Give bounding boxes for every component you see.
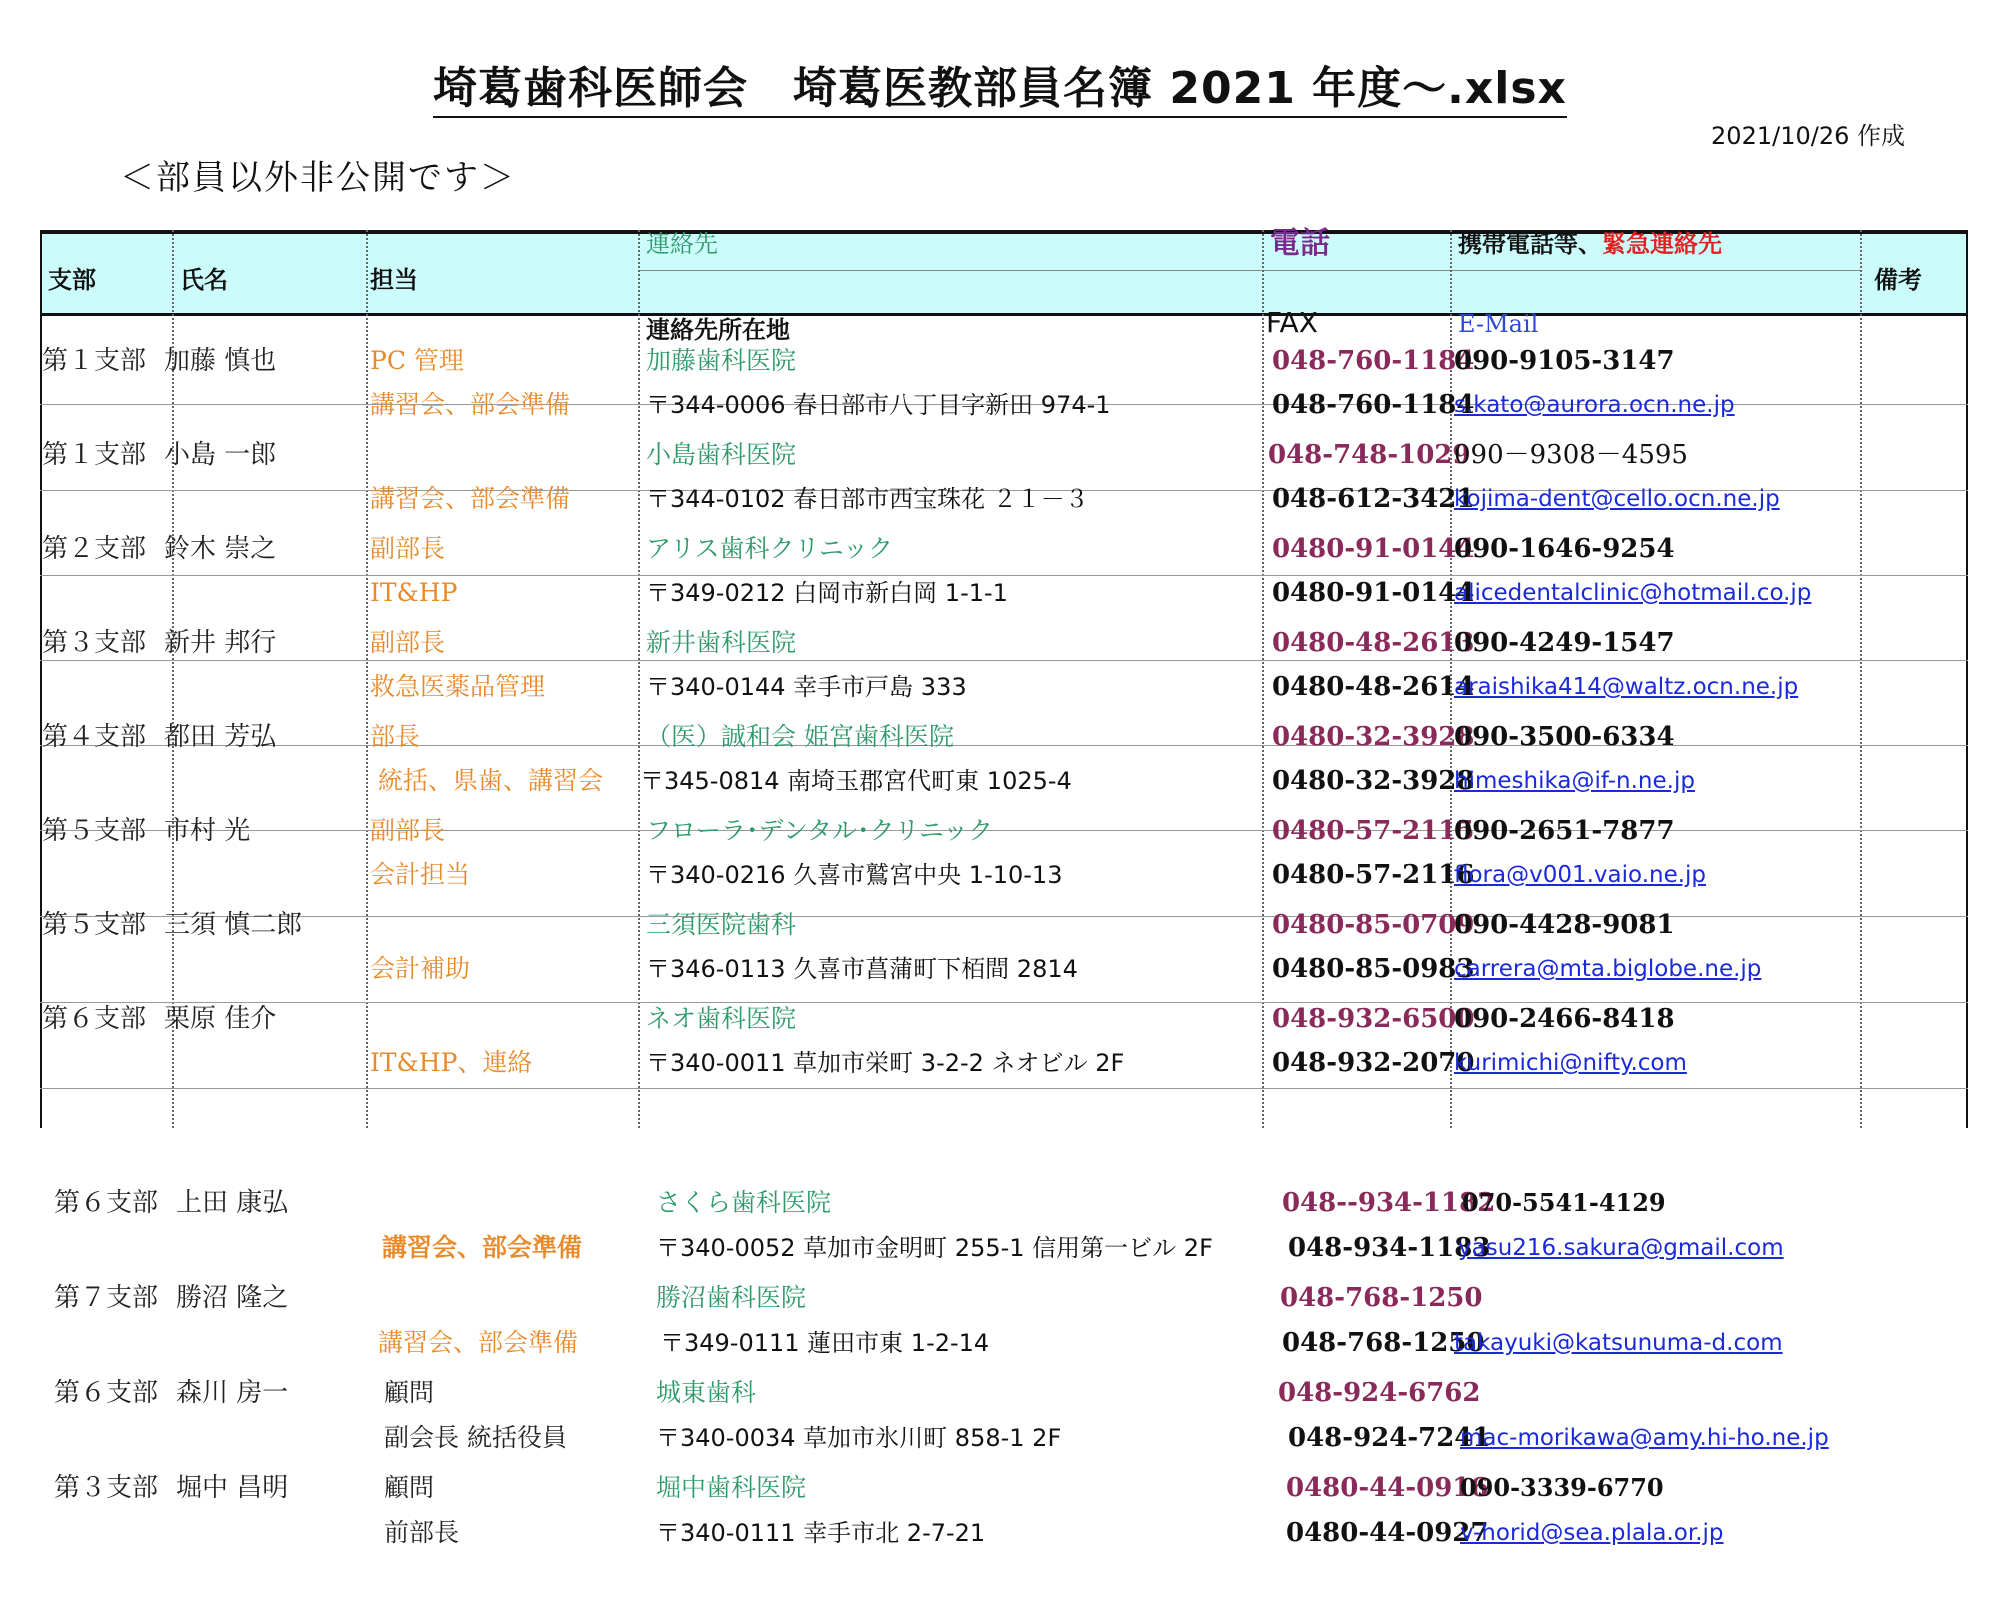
row-mobile: 090-4249-1547 xyxy=(1454,628,1675,658)
row-divider xyxy=(40,1002,1968,1003)
row-name: 市村 光 xyxy=(164,816,251,846)
row-fax: 0480-48-2614 xyxy=(1272,672,1475,702)
row-role: 副部長 xyxy=(370,628,446,657)
row-office: 小島歯科医院 xyxy=(646,440,797,469)
header-fax: FAX xyxy=(1266,306,1318,339)
row-office: 堀中歯科医院 xyxy=(656,1473,807,1502)
row-office: アリス歯科クリニック xyxy=(646,534,894,563)
row-role: IT&HP、連絡 xyxy=(370,1048,533,1077)
row-role: IT&HP xyxy=(370,578,458,607)
header-phone: 電話 xyxy=(1270,226,1330,261)
row-tel: 0480-32-3928 xyxy=(1272,722,1475,752)
header-contact: 連絡先 xyxy=(646,230,718,258)
header-email: E-Mail xyxy=(1458,310,1539,338)
row-name: 堀中 昌明 xyxy=(176,1473,289,1503)
created-date: 2021/10/26 作成 xyxy=(1711,122,1905,150)
row-address: 〒340-0011 草加市栄町 3-2-2 ネオビル 2F xyxy=(646,1049,1125,1077)
row-tel: 0480-44-0916 xyxy=(1286,1473,1489,1503)
row-email-link[interactable]: araishika414@waltz.ocn.ne.jp xyxy=(1454,674,1799,700)
row-email-link[interactable]: s.kato@aurora.ocn.ne.jp xyxy=(1454,392,1735,418)
row-tel: 0480-91-0144 xyxy=(1272,534,1475,564)
row-branch: 第１支部 xyxy=(42,346,147,376)
row-office: （医）誠和会 姫宮歯科医院 xyxy=(646,722,954,751)
row-mobile: 090-4428-9081 xyxy=(1454,910,1675,940)
row-mobile: 090-9105-3147 xyxy=(1454,346,1675,376)
row-fax: 0480-85-0983 xyxy=(1272,954,1475,984)
row-name: 小島 一郎 xyxy=(164,440,277,470)
row-email-link[interactable]: kurimichi@nifty.com xyxy=(1454,1050,1687,1076)
row-name: 都田 芳弘 xyxy=(164,722,277,752)
header-role: 担当 xyxy=(370,266,418,294)
row-branch: 第３支部 xyxy=(54,1473,159,1503)
row-divider xyxy=(40,575,1968,576)
row-tel: 048-768-1250 xyxy=(1280,1283,1483,1313)
row-role: 会計補助 xyxy=(370,954,471,983)
col-divider xyxy=(1860,230,1862,1128)
header-divider xyxy=(638,270,1860,271)
row-role: 顧問 xyxy=(384,1378,435,1407)
row-office: 加藤歯科医院 xyxy=(646,346,797,375)
row-role: 統括、県歯、講習会 xyxy=(378,766,604,795)
row-address: 〒340-0111 幸手市北 2-7-21 xyxy=(656,1519,986,1547)
row-mobile: 070-5541-4129 xyxy=(1462,1188,1666,1217)
row-divider xyxy=(40,830,1968,831)
row-office: フローラ･デンタル･クリニック xyxy=(646,816,994,845)
row-fax: 0480-57-2116 xyxy=(1272,860,1475,890)
row-fax: 0480-91-0144 xyxy=(1272,578,1475,608)
row-tel: 048-924-6762 xyxy=(1278,1378,1481,1408)
row-branch: 第６支部 xyxy=(54,1378,159,1408)
document-title: 埼葛歯科医師会 埼葛医教部員名簿 2021 年度～.xlsx xyxy=(0,52,2000,116)
row-fax: 0480-44-0927 xyxy=(1286,1518,1489,1548)
col-divider xyxy=(366,230,368,1128)
row-email-link[interactable]: takayuki@katsunuma-d.com xyxy=(1454,1330,1783,1356)
row-address: 〒344-0006 春日部市八丁目字新田 974-1 xyxy=(646,391,1111,419)
header-branch: 支部 xyxy=(48,266,96,294)
row-role: 講習会、部会準備 xyxy=(382,1233,583,1262)
row-email-link[interactable]: yasu216.sakura@gmail.com xyxy=(1458,1235,1784,1261)
table-right-border xyxy=(1966,230,1968,1128)
member-table xyxy=(40,226,1968,1128)
row-role: 講習会、部会準備 xyxy=(370,484,571,513)
row-role: 副部長 xyxy=(370,816,446,845)
row-branch: 第７支部 xyxy=(54,1283,159,1313)
row-role: 前部長 xyxy=(384,1518,460,1547)
row-email-link[interactable]: mac-morikawa@amy.hi-ho.ne.jp xyxy=(1460,1425,1829,1451)
row-name: 森川 房一 xyxy=(176,1378,289,1408)
row-branch: 第６支部 xyxy=(54,1188,159,1218)
row-divider xyxy=(40,916,1968,917)
row-tel: 048--934-1182 xyxy=(1282,1188,1496,1218)
col-divider xyxy=(638,230,640,1128)
row-role: 救急医薬品管理 xyxy=(370,672,546,701)
header-address: 連絡先所在地 xyxy=(646,316,790,344)
row-email-link[interactable]: v-horid@sea.plala.or.jp xyxy=(1460,1520,1724,1546)
row-fax: 0480-32-3928 xyxy=(1272,766,1475,796)
header-name: 氏名 xyxy=(180,266,228,294)
row-address: 〒349-0111 蓮田市東 1-2-14 xyxy=(660,1329,990,1357)
row-fax: 048-932-2070 xyxy=(1272,1048,1475,1078)
row-divider xyxy=(40,1088,1968,1089)
row-address: 〒340-0034 草加市氷川町 858-1 2F xyxy=(656,1424,1062,1452)
row-name: 鈴木 崇之 xyxy=(164,534,277,564)
row-name: 新井 邦行 xyxy=(164,628,277,658)
row-branch: 第５支部 xyxy=(42,816,147,846)
row-office: 城東歯科 xyxy=(656,1378,757,1407)
row-office: 新井歯科医院 xyxy=(646,628,797,657)
header-remarks: 備考 xyxy=(1874,266,1922,294)
row-mobile: 090-3339-6770 xyxy=(1460,1473,1664,1502)
row-office: さくら歯科医院 xyxy=(656,1188,832,1217)
row-name: 加藤 慎也 xyxy=(164,346,277,376)
row-name: 栗原 佳介 xyxy=(164,1004,277,1034)
row-role: 副部長 xyxy=(370,534,446,563)
row-email-link[interactable]: flora@v001.vaio.ne.jp xyxy=(1454,862,1707,888)
row-address: 〒340-0216 久喜市鷲宮中央 1-10-13 xyxy=(646,861,1063,889)
row-role: 講習会、部会準備 xyxy=(370,390,571,419)
row-email-link[interactable]: kojima-dent@cello.ocn.ne.jp xyxy=(1454,486,1780,512)
row-address: 〒340-0144 幸手市戸島 333 xyxy=(646,673,967,701)
row-address: 〒344-0102 春日部市西宝珠花 ２１－３ xyxy=(646,485,1089,513)
row-tel: 0480-57-2115 xyxy=(1272,816,1475,846)
row-branch: 第４支部 xyxy=(42,722,147,752)
confidential-notice: ＜部員以外非公開です＞ xyxy=(120,158,516,198)
row-address: 〒340-0052 草加市金明町 255-1 信用第一ビル 2F xyxy=(656,1234,1213,1262)
row-divider xyxy=(40,660,1968,661)
row-divider xyxy=(40,745,1968,746)
row-role: 講習会、部会準備 xyxy=(378,1328,579,1357)
row-tel: 0480-85-0709 xyxy=(1272,910,1475,940)
row-role: 顧問 xyxy=(384,1473,435,1502)
row-office: ネオ歯科医院 xyxy=(646,1004,797,1033)
row-tel: 048-932-6500 xyxy=(1272,1004,1475,1034)
header-mobile: 携帯電話等、緊急連絡先 xyxy=(1458,230,1722,258)
row-tel: 048-748-1029 xyxy=(1268,440,1471,470)
row-address: 〒346-0113 久喜市菖蒲町下栢間 2814 xyxy=(646,955,1078,983)
row-branch: 第３支部 xyxy=(42,628,147,658)
row-name: 三須 慎二郎 xyxy=(164,910,303,940)
row-email-link[interactable]: himeshika@if-n.ne.jp xyxy=(1454,768,1695,794)
row-fax: 048-934-1183 xyxy=(1288,1233,1491,1263)
row-role: 会計担当 xyxy=(370,860,471,889)
row-address: 〒349-0212 白岡市新白岡 1-1-1 xyxy=(646,579,1008,607)
row-email-link[interactable]: alicedentalclinic@hotmail.co.jp xyxy=(1454,580,1812,606)
col-divider xyxy=(1262,230,1264,1128)
row-branch: 第５支部 xyxy=(42,910,147,940)
row-mobile: 090-1646-9254 xyxy=(1454,534,1675,564)
row-tel: 0480-48-2613 xyxy=(1272,628,1475,658)
row-mobile: 090－9308－4595 xyxy=(1454,440,1688,470)
row-mobile: 090-2651-7877 xyxy=(1454,816,1675,846)
row-branch: 第６支部 xyxy=(42,1004,147,1034)
row-fax: 048-612-3421 xyxy=(1272,484,1475,514)
row-role: 部長 xyxy=(370,722,421,751)
row-name: 上田 康弘 xyxy=(176,1188,289,1218)
row-fax: 048-760-1184 xyxy=(1272,390,1475,420)
row-address: 〒345-0814 南埼玉郡宮代町東 1025-4 xyxy=(640,767,1072,795)
row-mobile: 090-2466-8418 xyxy=(1454,1004,1675,1034)
row-role: 副会長 統括役員 xyxy=(384,1423,567,1452)
row-email-link[interactable]: carrera@mta.biglobe.ne.jp xyxy=(1454,956,1762,982)
row-name: 勝沼 隆之 xyxy=(176,1283,289,1313)
row-branch: 第１支部 xyxy=(42,440,147,470)
row-office: 勝沼歯科医院 xyxy=(656,1283,807,1312)
row-fax: 048-768-1250 xyxy=(1282,1328,1485,1358)
row-mobile: 090-3500-6334 xyxy=(1454,722,1675,752)
row-role: PC 管理 xyxy=(370,346,464,375)
row-branch: 第２支部 xyxy=(42,534,147,564)
row-office: 三須医院歯科 xyxy=(646,910,797,939)
row-tel: 048-760-1184 xyxy=(1272,346,1475,376)
row-fax: 048-924-7241 xyxy=(1288,1423,1491,1453)
